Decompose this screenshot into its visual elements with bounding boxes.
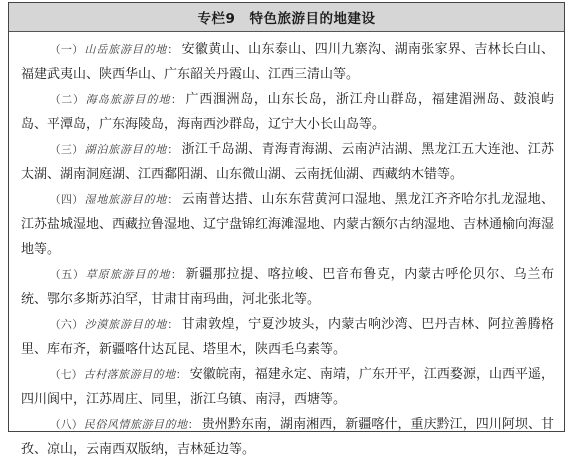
item-number: （四） — [49, 193, 84, 206]
item-category: 沙漠旅游目的地 — [84, 318, 168, 331]
item-colon: ： — [170, 268, 183, 281]
item-number: （七） — [49, 368, 83, 381]
item-content: 云南普达措、山东东营黄河口湿地、黑龙江齐齐哈尔扎龙湿地、江苏盐城湿地、西藏拉鲁湿地、辽宁盘锦红海滩湿地、内蒙古额尔古纳湿地、吉林通榆向海湿地等。 — [21, 192, 555, 257]
item-number: （三） — [49, 143, 84, 156]
item-colon: ： — [187, 418, 199, 431]
destination-item-folk-custom — [21, 412, 554, 462]
destination-item-island — [21, 87, 554, 137]
item-category: 草原旅游目的地 — [85, 268, 171, 281]
item-content: 安徽黄山、山东泰山、四川九寨沟、湖南张家界、吉林长白山、福建武夷山、陕西华山、广东韶关丹霞山、江西三清山等。 — [21, 42, 555, 82]
panel-title-text: 特色旅游目的地建设 — [249, 11, 376, 27]
item-category: 湿地旅游目的地 — [84, 193, 168, 206]
item-number: （五） — [49, 268, 85, 281]
item-colon: ： — [170, 93, 183, 106]
item-colon: ： — [167, 193, 179, 206]
item-category: 民俗风情旅游目的地 — [83, 418, 188, 431]
item-colon: ： — [167, 318, 179, 331]
destination-item-ancient-village — [21, 362, 554, 412]
item-colon: ： — [167, 43, 179, 56]
item-number: （一） — [49, 43, 84, 56]
panel-title — [9, 3, 564, 32]
item-content: 广西涠洲岛，山东长岛，浙江舟山群岛，福建湄洲岛、鼓浪屿岛、平潭岛，广东海陵岛，海南西沙群岛，辽宁大小长山岛等。 — [21, 92, 555, 132]
item-colon: ： — [175, 368, 187, 381]
destination-item-desert — [21, 312, 554, 362]
destination-item-wetland — [21, 187, 554, 262]
item-content: 新疆那拉提、喀拉峻、巴音布鲁克，内蒙古呼伦贝尔、乌兰布统、鄂尔多斯苏泊罕，甘肃甘南玛曲，河北张北等。 — [21, 267, 555, 307]
destination-item-lake — [21, 137, 554, 187]
item-content: 安徽皖南，福建永定、南靖，广东开平，江西婺源，山西平遥，四川阆中，江苏周庄、同里，浙江乌镇、南浔，西塘等。 — [21, 367, 555, 407]
panel-title-label: 专栏9 — [197, 11, 236, 27]
item-number: （六） — [49, 318, 84, 331]
item-content: 贵州黔东南，湖南湘西，新疆喀什，重庆黔江，四川阿坝、甘孜、凉山，云南西双版纳，吉林延边等。 — [21, 417, 555, 457]
destination-item-mountain — [21, 37, 554, 87]
item-content: 浙江千岛湖、青海青海湖、云南泸沽湖、黑龙江五大连池、江苏太湖、湖南洞庭湖、江西鄱阳湖、山东微山湖、云南抚仙湖、西藏纳木错等。 — [21, 142, 555, 182]
item-number: （八） — [49, 418, 83, 431]
item-category: 山岳旅游目的地 — [84, 43, 168, 56]
item-colon: ： — [167, 143, 179, 156]
panel-content — [9, 32, 564, 462]
special-column-panel — [8, 2, 565, 457]
item-category: 湖泊旅游目的地 — [84, 143, 168, 156]
item-content: 甘肃敦煌，宁夏沙坡头，内蒙古响沙湾、巴丹吉林、阿拉善腾格里、库布齐，新疆喀什达瓦昆、塔里木，陕西毛乌素等。 — [21, 317, 555, 357]
destination-item-grassland — [21, 262, 554, 312]
item-number: （二） — [49, 93, 85, 106]
item-category: 海岛旅游目的地 — [85, 93, 171, 106]
item-category: 古村落旅游目的地 — [83, 368, 176, 381]
